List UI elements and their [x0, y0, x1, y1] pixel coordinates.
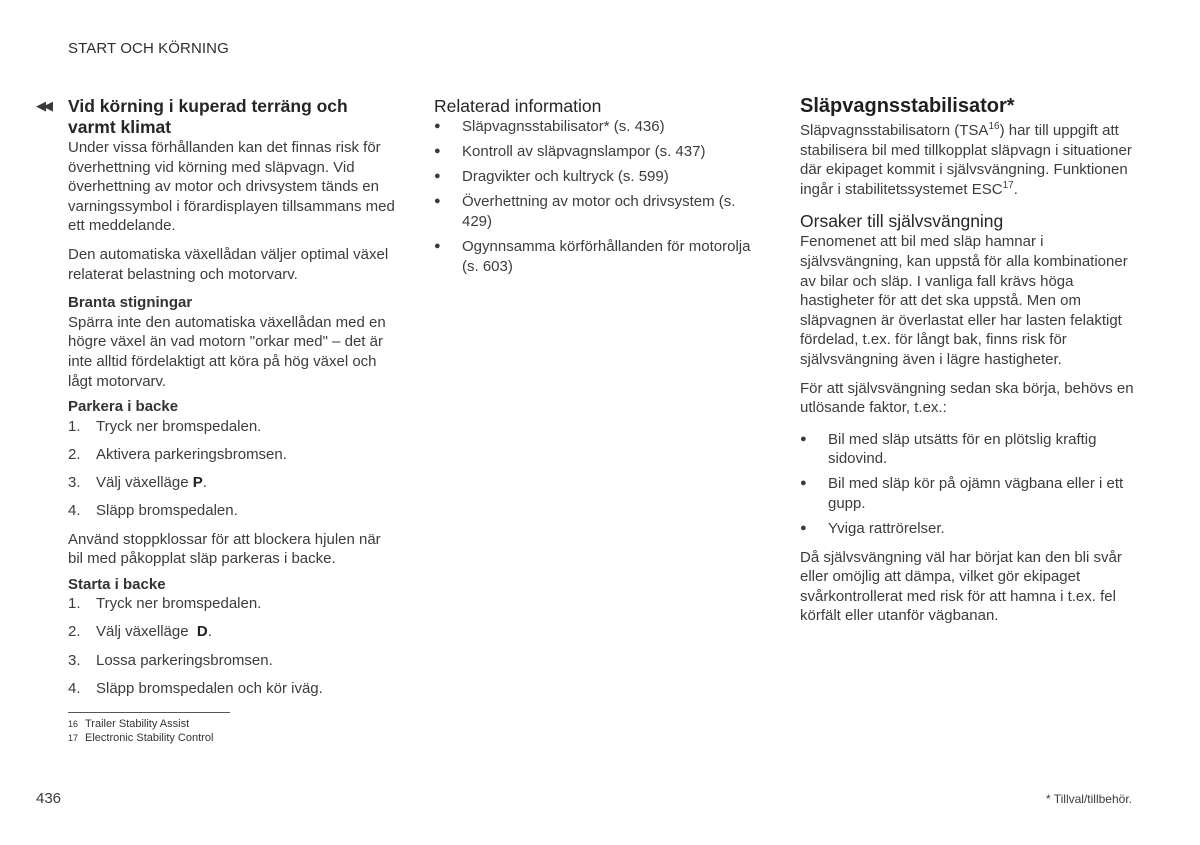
related-links-list: [434, 117, 764, 276]
bullet-icon: ●: [434, 195, 441, 208]
list-item: [68, 622, 398, 642]
step-text: Släpp bromspedalen.: [96, 502, 238, 519]
footnote-text: Electronic Stability Control: [85, 732, 214, 744]
intro-text: Släpvagnsstabilisatorn (TSA: [800, 122, 989, 139]
step-text: Välj växelläge: [96, 473, 193, 491]
start-steps-list: [68, 594, 398, 698]
list-item: [800, 430, 1135, 469]
list-text: Bil med släp utsätts för en plötslig kraftig sidovind.: [828, 430, 1097, 468]
list-item: [68, 445, 398, 465]
bullet-icon: ●: [434, 120, 441, 132]
list-item: [68, 501, 398, 521]
related-link[interactable]: [434, 192, 764, 231]
footnote-ref[interactable]: 17: [1002, 179, 1014, 191]
step-text: Välj växelläge: [96, 623, 193, 641]
gear-position-p: P: [192, 473, 203, 491]
step-text-end: .: [207, 623, 212, 641]
intro-text: ) har till uppgift att stabilisera bil med tillkopplat släpvagn i situationer där ekipaget kommit i självsvängning. Funktionen ingår i stabilitetssystemet ESC: [800, 122, 1132, 198]
footnotes: [68, 717, 213, 745]
list-text: Yviga rattrörelser.: [828, 520, 945, 538]
heading-park-on-hill: Parkera i backe: [68, 398, 179, 416]
park-steps-list: [68, 417, 398, 521]
paragraph-trigger: För att självsvängning sedan ska börja, behövs en utlösande faktor, t.ex.:: [800, 379, 1134, 417]
heading-steep-slopes: Branta stigningar: [68, 294, 193, 312]
paragraph-overheating: Under vissa förhållanden kan det finnas risk för överhettning vid körning med släpvagn. Vid överhettning av motor och drivsystem tänds en varningssymbol i förardisplayen tillsammans med ett meddelande.: [68, 139, 395, 235]
step-text: Tryck ner bromspedalen.: [96, 417, 262, 435]
step-number: 2.: [68, 445, 81, 463]
footnote-ref[interactable]: 16: [988, 121, 1000, 132]
heading-start-on-hill: Starta i backe: [68, 575, 166, 593]
column-trailer-stabilizer: [800, 94, 1135, 635]
related-link[interactable]: [434, 167, 764, 187]
bullet-icon: ●: [800, 432, 807, 445]
link-text[interactable]: Kontroll av släpvagnslampor (s. 437): [462, 143, 706, 161]
heading-related-information: Relaterad information: [434, 96, 602, 116]
bullet-icon: ●: [800, 522, 807, 535]
bullet-icon: ●: [800, 477, 807, 490]
link-text[interactable]: Överhettning av motor och drivsystem (s. 429): [462, 193, 736, 230]
link-text[interactable]: Dragvikter och kultryck (s. 599): [462, 168, 669, 186]
step-number: 4.: [68, 679, 81, 697]
footnote: [68, 731, 213, 745]
list-item: [68, 651, 398, 671]
related-link[interactable]: [434, 117, 764, 137]
step-text: Lossa parkeringsbromsen.: [96, 651, 273, 669]
paragraph-phenomenon: Fenomenet att bil med släp hamnar i självsvängning, kan uppstå för alla kombinationer av bilar och släp. I vanliga fall krävs höga hastigheter för att det ska uppstå. Men om släpvagnen är överlastat eller har lasten felaktigt fördelad, t.ex. för långt bak, finns risk för självsvängning även i lägre hastigheter.: [800, 233, 1128, 368]
running-head: START OCH KÖRNING: [68, 40, 229, 57]
footnote-divider: [68, 712, 230, 713]
list-item: [800, 519, 1135, 539]
column-related-info: [434, 96, 764, 285]
list-item: [68, 473, 398, 493]
step-text: Tryck ner bromspedalen.: [96, 595, 262, 613]
paragraph-consequence: Då självsvängning väl har börjat kan den bli svår eller omöjlig att dämpa, vilket gör ekipaget svårkontrollerat med risk för att hamna i t.ex. fel körfält eller utanför vägbanan.: [800, 548, 1122, 625]
step-number: 1.: [68, 417, 81, 435]
step-text: Aktivera parkeringsbromsen.: [96, 445, 287, 463]
bullet-icon: ●: [434, 170, 441, 183]
paragraph-gearbox: Den automatiska växellådan väljer optimal växel relaterat belastning och motorvarv.: [68, 245, 389, 283]
footnote-number: 17: [68, 733, 79, 743]
page-title: Släpvagnsstabilisator*: [800, 95, 1015, 117]
step-number: 4.: [68, 502, 81, 519]
step-text: Släpp bromspedalen och kör iväg.: [96, 679, 323, 697]
link-text[interactable]: Släpvagnsstabilisator* (s. 436): [462, 118, 665, 135]
intro-text: .: [1013, 180, 1018, 198]
page-number: 436: [36, 790, 62, 807]
heading-causes: Orsaker till självsvängning: [800, 211, 1004, 232]
trigger-list: [800, 430, 1135, 539]
link-text[interactable]: Ogynnsamma körförhållanden för motorolja (s. 603): [462, 237, 751, 275]
footnote-text: Trailer Stability Assist: [85, 718, 190, 730]
paragraph-wheel-chocks: Använd stoppklossar för att blockera hjulen när bil med påkopplat släp parkeras i backe.: [68, 530, 381, 568]
paragraph-steep-slopes: Spärra inte den automatiska växellådan med en högre växel än vad motorn "orkar med" – det är inte alltid fördelaktigt att köra på hög växel och lågt motorvarv.: [68, 313, 386, 390]
step-number: 3.: [68, 651, 81, 669]
bullet-icon: ●: [434, 239, 441, 252]
bullet-icon: ●: [434, 145, 441, 158]
section-heading-hilly-terrain: Vid körning i kuperad terräng och varmt klimat: [68, 96, 348, 137]
footnote: [68, 717, 213, 731]
list-item: [68, 594, 398, 614]
paragraph-intro: [800, 121, 1135, 199]
list-text: Bil med släp kör på ojämn vägbana eller i ett gupp.: [828, 475, 1124, 512]
step-number: 3.: [68, 473, 81, 491]
step-number: 1.: [68, 595, 81, 613]
back-arrow-icon[interactable]: ◀◀: [36, 98, 50, 113]
optional-equipment-note: * Tillval/tillbehör.: [1045, 792, 1132, 806]
gear-position-d: D: [196, 623, 208, 641]
list-item: [68, 679, 398, 699]
step-number: 2.: [68, 623, 81, 641]
step-text-end: .: [202, 473, 207, 491]
list-item: [800, 474, 1135, 513]
list-item: [68, 417, 398, 437]
related-link[interactable]: [434, 237, 764, 276]
related-link[interactable]: [434, 142, 764, 162]
footnote-number: 16: [68, 719, 79, 729]
column-hill-driving: [68, 96, 398, 707]
